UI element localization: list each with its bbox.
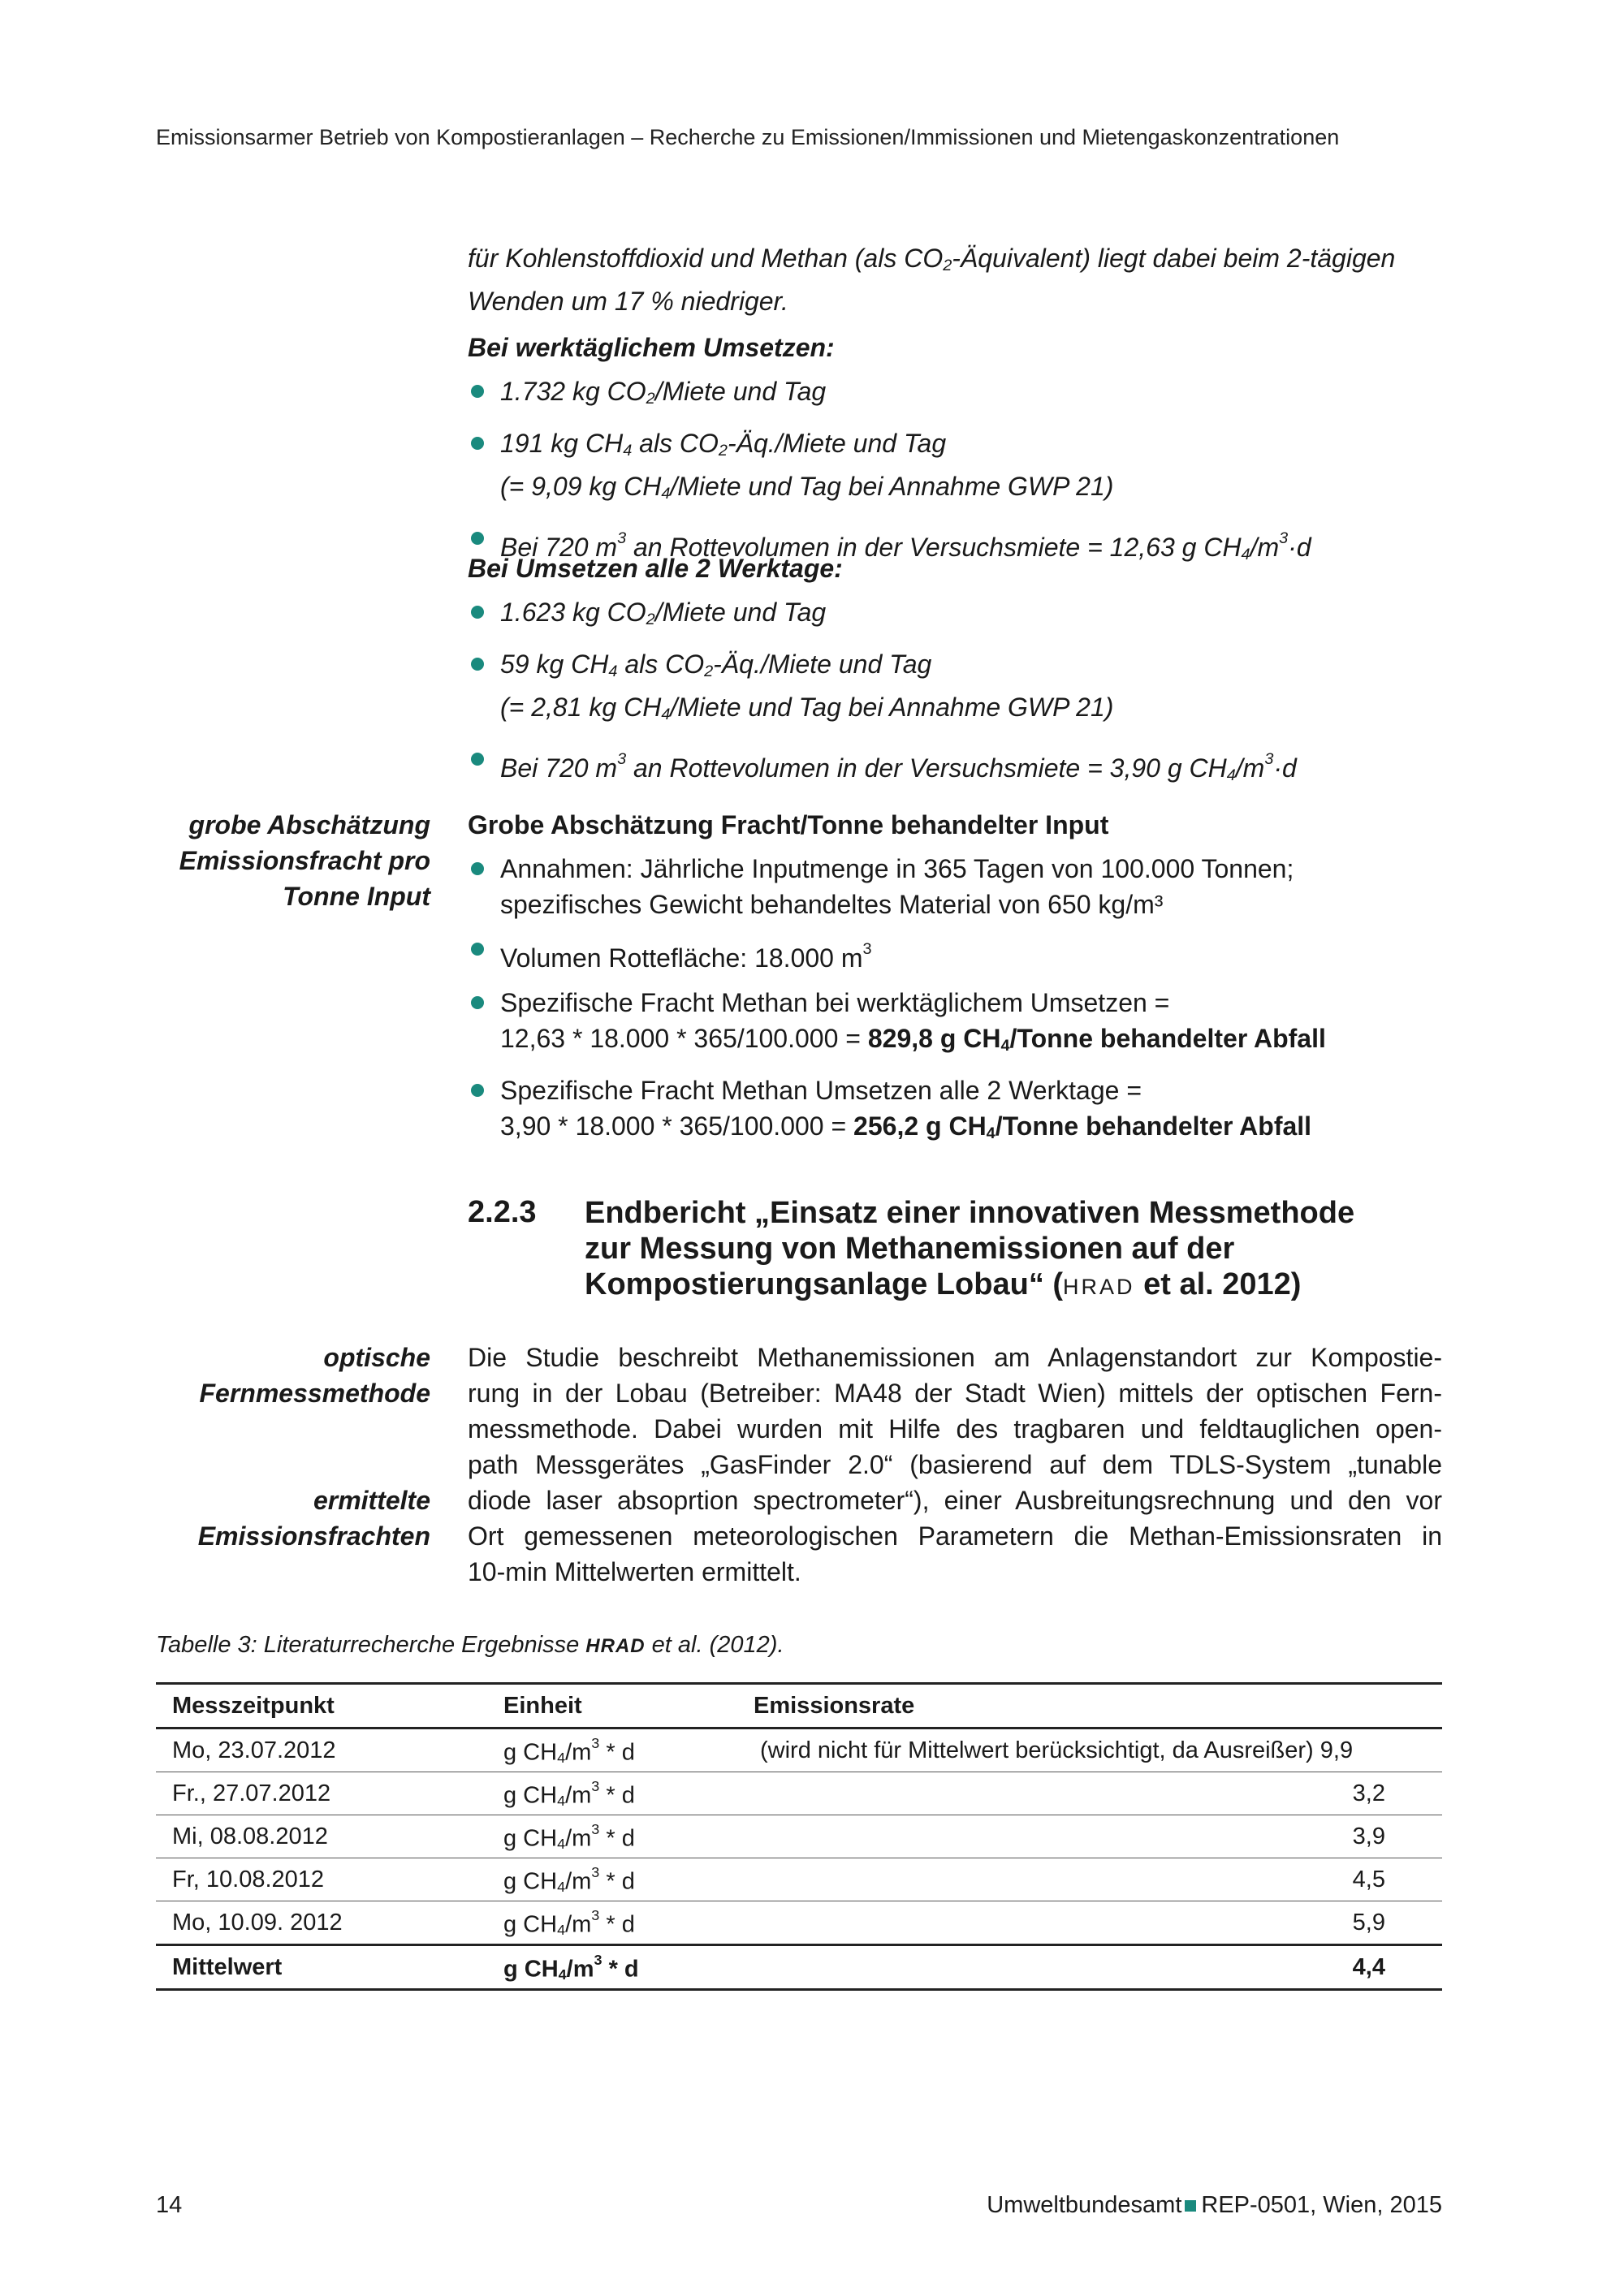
- table-row: Fr., 27.07.2012 g $CH_4/m^3$ * d 3,2: [156, 1772, 1442, 1815]
- list-item: Spezifische Fracht Methan bei werktäglichem Umsetzen = 12,63 * 18.000 * 365/100.000 = 829,8 g $CH_4$/Tonne behandelter Abfall: [468, 985, 1442, 1064]
- list-item: Volumen Rottefläche: 18.000 $m^3$: [468, 931, 1442, 976]
- list-item: 191 kg $CH_4$ als $CO_2-Äq$./Miete und Tag (= 9,09 kg $CH_4$/Miete und Tag bei Annahme GWP 21): [468, 425, 1442, 511]
- results-table: [156, 1682, 1442, 1991]
- block3-list: [468, 851, 1442, 1160]
- list-item: 59 kg $CH_4$ als $CO_2-Äq$./Miete und Tag (= 2,81 kg $CH_4$/Miete und Tag bei Annahme GWP 21): [468, 646, 1442, 732]
- bullet-icon: [471, 606, 484, 619]
- bullet-icon: [471, 1084, 484, 1097]
- table-row: Mo, 23.07.2012 g $CH_4/m^3$ * d (wird nicht für Mittelwert berücksichtigt, da Ausreißer) 9,9: [156, 1728, 1442, 1772]
- margin-note-method: optische Fernmessmethode: [199, 1343, 430, 1408]
- list-item: Spezifische Fracht Methan Umsetzen alle 2 Werktage = 3,90 * 18.000 * 365/100.000 = 256,2 g $CH_4$/Tonne behandelter Abfall: [468, 1072, 1442, 1151]
- list-item: Bei 720 $m^3$ an Rottevolumen in der Versuchsmiete = 3,90 g $CH_4/m^3\cdot d$: [468, 741, 1442, 793]
- bullet-icon: [471, 862, 484, 875]
- col-header-rate: Emissionsrate: [737, 1684, 1442, 1728]
- section-number: 2.2.3: [468, 1195, 537, 1229]
- bullet-icon: [471, 658, 484, 671]
- list-item: Bei 720 $m^3$ an Rottevolumen in der Versuchsmiete = 12,63 g $CH_4/m^3\cdot d$: [468, 520, 1442, 572]
- footer-publisher: Umweltbundesamt REP-0501, Wien, 2015: [987, 2192, 1442, 2218]
- bullet-icon: [471, 753, 484, 766]
- bullet-icon: [471, 996, 484, 1009]
- table-mean-row: Mittelwert g $CH_4/m^3$ * d 4,4: [156, 1945, 1442, 1990]
- table-row: Fr, 10.08.2012 g $CH_4/m^3$ * d 4,5: [156, 1858, 1442, 1901]
- page-number: 14: [156, 2192, 183, 2218]
- bullet-icon: [471, 385, 484, 398]
- list-item: Annahmen: Jährliche Inputmenge in 365 Tagen von 100.000 Tonnen; spezifisches Gewicht behandeltes Material von 650 kg/m³: [468, 851, 1442, 922]
- table-header-row: [156, 1684, 1442, 1728]
- list-item: 1.623 kg $CO_2$/Miete und Tag: [468, 594, 1442, 637]
- table-caption: Tabelle 3: Literaturrecherche Ergebnisse HRAD et al. (2012).: [156, 1632, 784, 1658]
- bullet-icon: [471, 532, 484, 545]
- margin-note-results: ermittelte Emissionsfrachten: [197, 1486, 430, 1551]
- list-item: 1.732 kg $CO_2$/Miete und Tag: [468, 373, 1442, 416]
- block1-heading: Bei werktäglichem Umsetzen:: [468, 333, 835, 362]
- col-header-unit: Einheit: [487, 1684, 737, 1728]
- table-row: Mi, 08.08.2012 g $CH_4/m^3$ * d 3,9: [156, 1815, 1442, 1858]
- square-icon: [1185, 2200, 1196, 2212]
- table-row: Mo, 10.09. 2012 g $CH_4/m^3$ * d 5,9: [156, 1901, 1442, 1945]
- block3-heading: Grobe Abschätzung Fracht/Tonne behandelter Input: [468, 810, 1109, 839]
- intro-paragraph: für Kohlenstoffdioxid und Methan (als $CO_2-Äquivalent$) liegt dabei beim 2-tägigen Wenden um 17 % niedriger.: [468, 244, 1396, 316]
- study-paragraph: Die Studie beschreibt Methanemissionen am Anlagenstandort zur Kompostie- rung in der Lobau (Betreiber: MA48 der Stadt Wien) mittels der optischen Fern- messmethode. Dabei wurden mit Hilfe des tragbaren und feldtauglichen open- path Messgerätes „GasFinder 2.0“ (basierend auf dem TDLS-System „tunable diode laser absoprtion spectrometer“), einer Ausbreitungsrechnung und den vor Ort gemessenen meteorologischen Parametern die Methan-Emissionsraten in 10-min Mittelwerten ermittelt.: [468, 1343, 1442, 1586]
- bullet-icon: [471, 943, 484, 956]
- margin-note-estimate: grobe Abschätzung Emissionsfracht pro Tonne Input: [179, 810, 430, 911]
- bullet-icon: [471, 437, 484, 450]
- running-header: Emissionsarmer Betrieb von Kompostieranlagen – Recherche zu Emissionen/Immissionen und Mietengaskonzentrationen: [156, 125, 1340, 149]
- section-title: Endbericht „Einsatz einer innovativen Messmethode zur Messung von Methanemissionen auf der Kompostierungsanlage Lobau“ (HRAD et al. 2012): [585, 1196, 1355, 1301]
- col-header-date: Messzeitpunkt: [156, 1684, 487, 1728]
- block2-list: [468, 594, 1442, 802]
- block2-heading: Bei Umsetzen alle 2 Werktage:: [468, 554, 843, 583]
